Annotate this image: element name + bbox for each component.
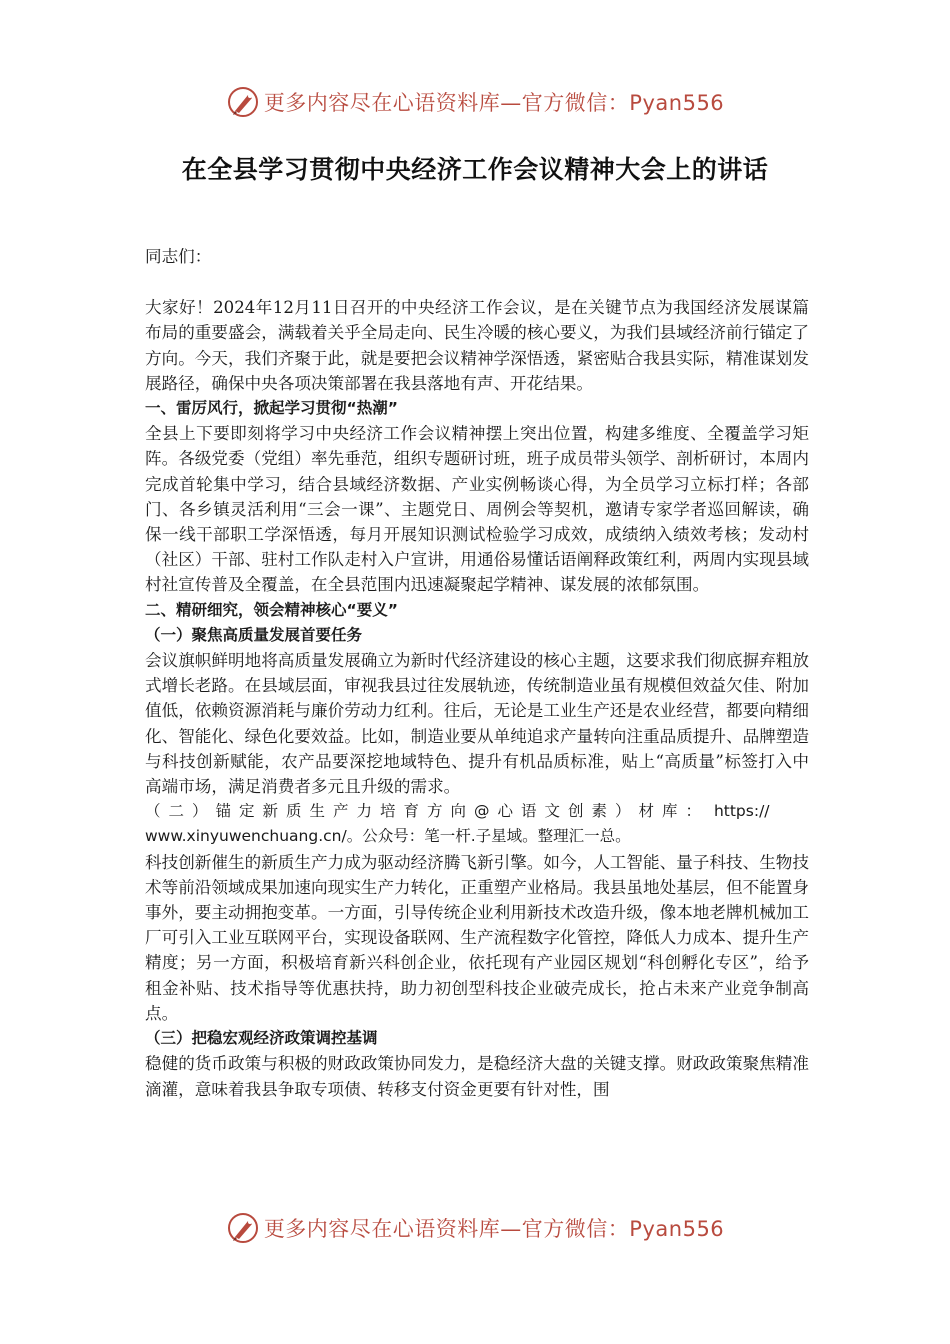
watermark-text: 更多内容尽在心语资料库—官方微信：Pyan556 xyxy=(263,91,725,115)
subsection-2-paragraph: 科技创新催生的新质生产力成为驱动经济腾飞新引擎。如今，人工智能、量子科技、生物技术等前沿领域成果加速向现实生产力转化，正重塑产业格局。我县虽地处基层，但不能置身事外，要主动拥抱变革。一方面，引导传统企业利用新技术改造升级，像本地老牌机械加工厂可引入工业互联网平台，实现设备联网、生产流程数字化管控，降低人力成本、提升生产精度；另一方面，积极培育新兴科创企业，依托现有产业园区规划“科创孵化专区”，给予租金补贴、技术指导等优惠扶持，助力初创型科技企业破壳成长，抢占未来产业竞争制高点。 xyxy=(145,852,809,1023)
subsection-2-heading-url: https:// xyxy=(713,802,770,821)
subsection-3-heading: （三）把稳宏观经济政策调控基调 xyxy=(145,1029,378,1048)
page-title: 在全县学习贯彻中央经济工作会议精神大会上的讲话 xyxy=(181,155,769,184)
document-body xyxy=(145,244,809,1102)
watermark-banner-top xyxy=(0,82,950,122)
subsection-2-heading-line2: www.xinyuwenchuang.cn/。公众号：笔一杆.子星域。整理汇一总。 xyxy=(145,827,631,846)
watermark-text: 更多内容尽在心语资料库—官方微信：Pyan556 xyxy=(263,1217,725,1241)
subsection-1-paragraph: 会议旗帜鲜明地将高质量发展确立为新时代经济建设的核心主题，这要求我们彻底摒弃粗放式增长老路。在县域层面，审视我县过往发展轨迹，传统制造业虽有规模但效益欠佳、附加值低，依赖资源消耗与廉价劳动力红利。往后，无论是工业生产还是农业经营，都要向精细化、智能化、绿色化要效益。比如，制造业要从单纯追求产量转向注重品质提升、品牌塑造与科技创新赋能，农产品要深挖地域特色、提升有机品质标准，贴上“高质量”标签打入中高端市场，满足消费者多元且升级的需求。 xyxy=(145,651,809,797)
intro-paragraph: 大家好！2024年12月11日召开的中央经济工作会议，是在关键节点为我国经济发展谋篇布局的重要盛会，满载着关乎全局走向、民生冷暖的核心要义，为我们县域经济前行锚定了方向。今天，我们齐聚于此，就是要把会议精神学深悟透，紧密贴合我县实际，精准谋划发展路径，确保中央各项决策部署在我县落地有声、开花结果。 xyxy=(145,298,809,393)
section-2-heading: 二、精研细究，领会精神核心“要义” xyxy=(145,600,398,619)
subsection-2-heading xyxy=(145,799,809,824)
salutation: 同志们： xyxy=(145,247,212,266)
pen-nib-logo-icon xyxy=(226,1211,260,1245)
section-1-heading: 一、雷厉风行，掀起学习贯彻“热潮” xyxy=(145,399,398,418)
subsection-1-heading: （一）聚焦高质量发展首要任务 xyxy=(145,625,363,644)
pen-nib-logo-icon xyxy=(226,85,260,119)
subsection-2-heading-text: （二）锚定新质生产力培育方向@心语文创素）材库： xyxy=(145,802,710,821)
section-1-paragraph: 全县上下要即刻将学习中央经济工作会议精神摆上突出位置，构建多维度、全覆盖学习矩阵。各级党委（党组）率先垂范，组织专题研讨班，班子成员带头领学、剖析研讨，本周内完成首轮集中学习，结合县域经济数据、产业实例畅谈心得，为全员学习立标打样；各部门、各乡镇灵活利用“三会一课”、主题党日、周例会等契机，邀请专家学者巡回解读，确保一线干部职工学深悟透，每月开展知识测试检验学习成效，成绩纳入绩效考核；发动村（社区）干部、驻村工作队走村入户宣讲，用通俗易懂话语阐释政策红利，两周内实现县域村社宣传普及全覆盖，在全县范围内迅速凝聚起学精神、谋发展的浓郁氛围。 xyxy=(145,424,809,595)
subsection-3-paragraph: 稳健的货币政策与积极的财政政策协同发力，是稳经济大盘的关键支撑。财政政策聚焦精准滴灌，意味着我县争取专项债、转移支付资金更要有针对性，围 xyxy=(145,1054,809,1099)
watermark-banner-bottom xyxy=(0,1208,950,1248)
